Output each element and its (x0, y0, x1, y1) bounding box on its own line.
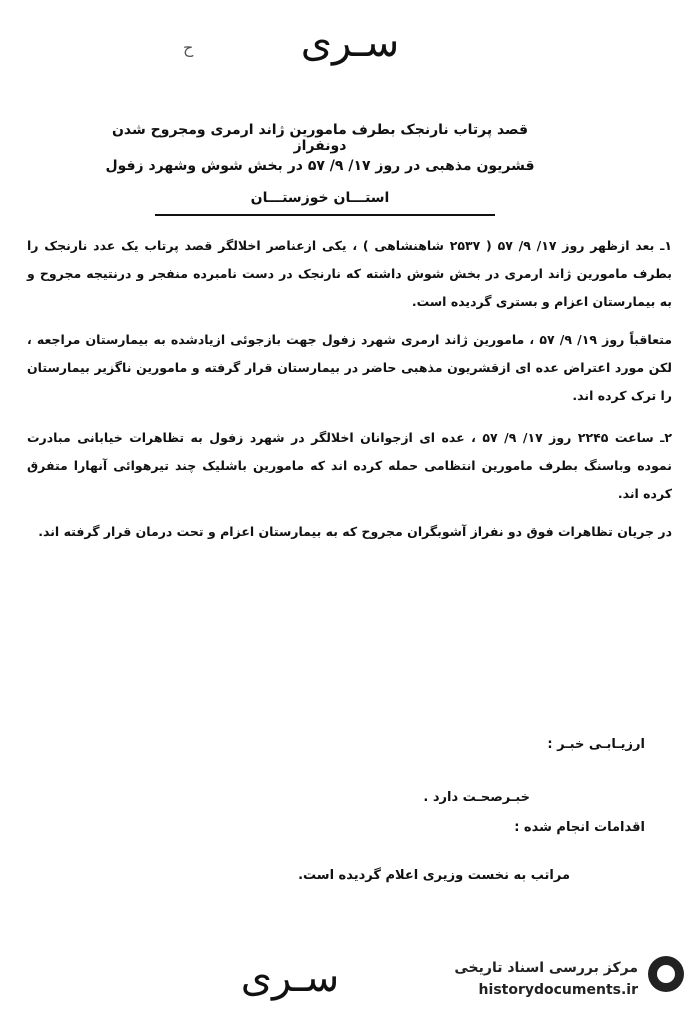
title-line-3: استـــان خوزستـــان (250, 190, 390, 206)
evaluation-label: ارزیـابـی خبـر : (547, 737, 645, 752)
classification-top: سـری (300, 20, 400, 66)
classification-bottom: سـری (240, 955, 340, 1001)
corner-mark: ح (183, 38, 194, 57)
paragraph-1: ۱ـ بعد ازظهر روز ۱۷/ ۹/ ۵۷ ( ۲۵۳۷ شاهنشاهی ) ، یکی ازعناصر اخلالگر قصد پرتاب یک عدد نارنجک را بطرف مامورین ژاند ارمری در بخش شوش داشته که نارنجک در دست نامبرده منفجر و درنتیجه مجروح و به بیمارستان اعزام و بستری گردیده است. (27, 238, 673, 309)
title-underline (155, 214, 495, 216)
archive-logo-icon (648, 956, 684, 992)
evaluation-value: خبـرصحـت دارد . (423, 790, 530, 805)
watermark (390, 948, 690, 1008)
watermark-name: مرکز بررسی اسناد تاریخی (454, 960, 638, 976)
paragraph-4: در جریان تظاهرات فوق دو نفراز آشوبگران مجروح که به بیمارستان اعزام و تحت درمان قرار گرفته اند. (38, 524, 672, 539)
title-line-1: قصد پرتاب نارنجک بطرف مامورین ژاند ارمری ومجروح شدن دونفراز (111, 122, 529, 154)
actions-value: مراتب به نخست وزیری اعلام گردیده است. (298, 868, 570, 883)
title-line-2: قشریون مذهبی در روز ۱۷/ ۹/ ۵۷ در بخش شوش وشهرد زفول (105, 158, 535, 174)
watermark-url: historydocuments.ir (478, 982, 638, 998)
actions-label: اقدامات انجام شده : (514, 820, 645, 835)
paragraph-2: متعاقباً روز ۱۹/ ۹/ ۵۷ ، مامورین ژاند ارمری شهرد زفول جهت بازجوئی ازیادشده به بیمارستان مراجعه ، لکن مورد اعتراض عده ای ازقشریون مذهبی حاضر در بیمارستان قرار گرفته و مامورین ناگزیر بیمارستان را ترک کرده اند. (27, 332, 673, 403)
paragraph-3: ۲ـ ساعت ۲۲۴۵ روز ۱۷/ ۹/ ۵۷ ، عده ای ازجوانان اخلالگر در شهرد زفول به تظاهرات خیابانی مبادرت نموده وباسنگ بطرف مامورین انتظامی حمله کرده اند که مامورین باشلیک چند تیرهوائی آنهارا متفرق کرده اند. (27, 430, 673, 501)
